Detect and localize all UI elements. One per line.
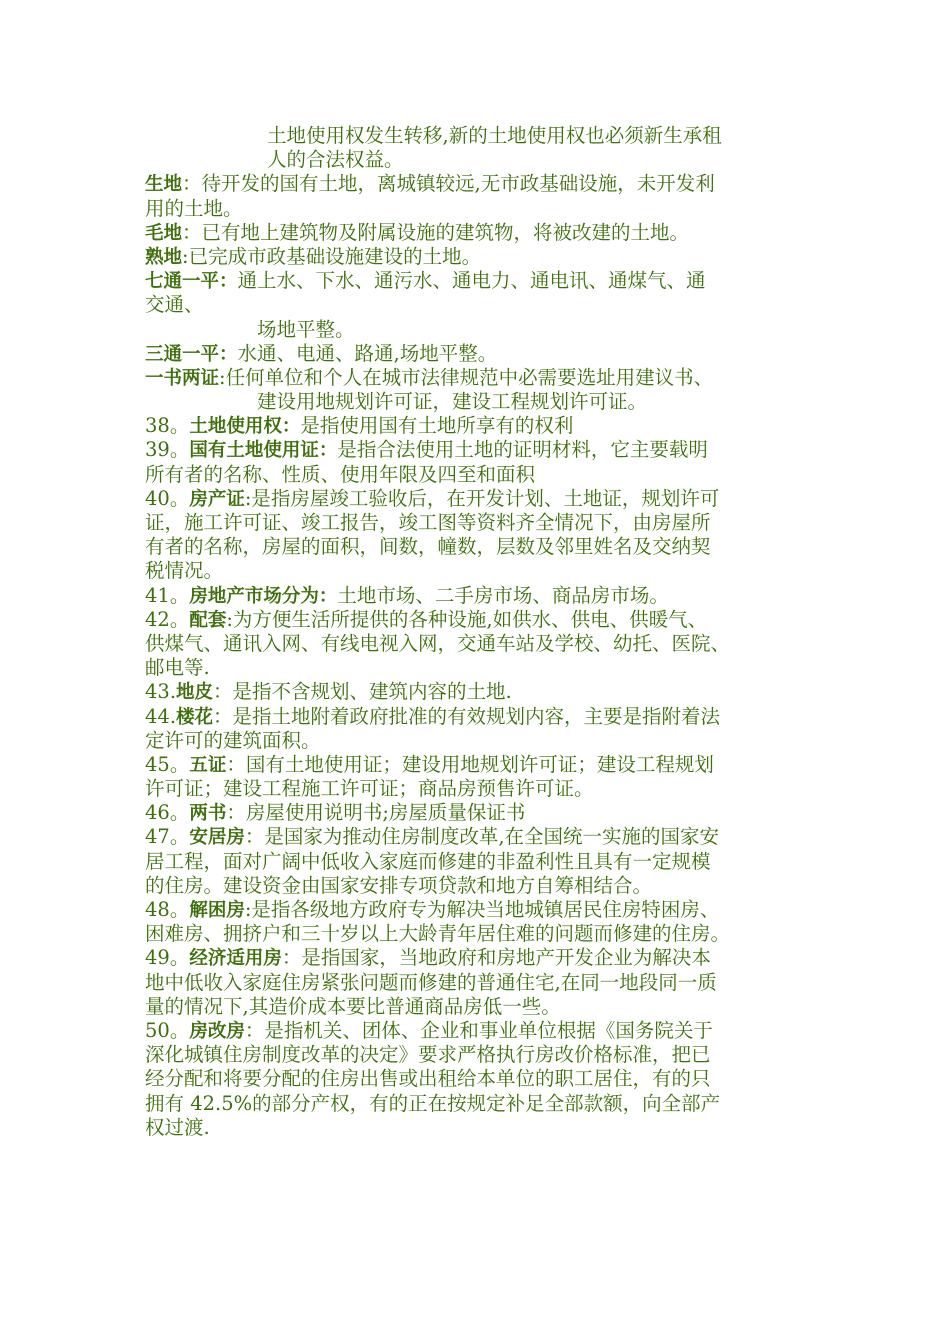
text-line [145,269,817,293]
line-text: ：已有地上建筑物及附属设施的建筑物，将被改建的土地。 [182,220,690,244]
item-number: 39。 [145,438,190,462]
line-text: 土地市场、二手房市场、商品房市场。 [337,583,669,607]
text-line [145,608,817,632]
line-text: 地中低收入家庭住房紧张问题而修建的普通住宅,在同一地段同一质 [145,970,717,994]
document-body [145,124,817,1140]
item-number: 46。 [145,801,190,825]
text-line [145,535,817,559]
term-label: 熟地 [145,246,183,268]
text-line [145,487,817,511]
line-text: :已完成市政基础设施建设的土地。 [182,244,482,268]
line-text: 居工程，面对广阔中低收入家庭而修建的非盈利性且具有一定规模 [145,849,711,873]
text-line [145,342,817,366]
text-line [145,318,817,342]
line-text: 税情况。 [145,559,224,583]
term-label: 解困房 [189,900,245,921]
text-line [145,922,817,946]
item-number: 43. [145,680,177,704]
item-number: 47。 [145,825,190,849]
text-line [145,1092,817,1116]
line-text: 用的土地。 [145,196,243,220]
line-text: :是指房屋竣工验收后，在开发计划、土地证，规划许可 [244,486,720,510]
item-number: 40。 [145,486,190,510]
term-label: 房改房 [189,1020,245,1042]
line-text: 通上水、下水、通污水、通电力、通电讯、通煤气、通 [237,269,706,293]
line-text: 经分配和将要分配的住房出售或出租给本单位的职工居住，有的只 [145,1067,711,1091]
text-line [145,390,817,414]
text-line [145,293,817,317]
text-line [145,801,817,825]
item-number: 38。 [145,414,190,438]
text-line [145,221,817,245]
item-number: 41。 [145,583,190,607]
text-line [145,1043,817,1067]
term-label: 地皮 [176,682,214,704]
line-text: ：是指国家，当地政府和房地产开发企业为解决本 [281,946,711,970]
line-text: 土地使用权发生转移,新的土地使用权也必须新生承租 [267,124,722,147]
text-line [145,850,817,874]
term-label: 房地产市场分为： [189,585,338,607]
line-text: 拥有 42.5%的部分产权，有的正在按规定补足全部款额，向全部产 [145,1091,721,1115]
line-text: ：是国家为推动住房制度改革,在全国统一实施的国家安 [244,825,720,849]
text-line [145,172,817,196]
text-line [145,463,817,487]
line-text: 是指合法使用土地的证明材料，它主要载明 [337,438,708,462]
text-line [145,197,817,221]
text-line [145,1116,817,1140]
item-number: 45。 [145,752,190,776]
text-line [145,680,817,704]
line-text: 水通、电通、路通,场地平整。 [237,341,498,365]
line-text: 深化城镇住房制度改革的决定》要求严格执行房改价格标准，把已 [145,1043,711,1067]
term-label: 一书两证 [145,367,220,389]
line-text: ：国有土地使用证；建设用地规划许可证；建设工程规划 [226,752,714,776]
line-text: :是指各级地方政府专为解决当地城镇居民住房特困房、 [244,898,720,921]
text-line [145,971,817,995]
line-text: ：待开发的国有土地，离城镇较远,无市政基础设施，未开发利 [182,172,715,196]
line-text: ：是指机关、团体、企业和事业单位根据《国务院关于 [244,1018,713,1042]
item-number: 44. [145,704,177,728]
line-text: 建设用地规划许可证，建设工程规划许可证。 [257,390,648,414]
line-text: 的住房。建设资金由国家安排专项贷款和地方自筹相结合。 [145,873,653,897]
text-line [145,777,817,801]
term-label: 生地 [145,174,183,196]
line-text: 是指使用国有土地所享有的权利 [300,414,574,438]
item-number: 42。 [145,607,190,631]
text-line [145,753,817,777]
line-text: 所有者的名称、性质、使用年限及四至和面积 [145,462,536,486]
term-label: 三通一平： [145,343,238,365]
term-label: 经济适用房 [189,948,282,970]
text-line [145,511,817,535]
text-line [145,705,817,729]
line-text: 供煤气、通讯入网、有线电视入网，交通车站及学校、幼托、医院、 [145,631,731,655]
line-text: 交通、 [145,293,204,317]
item-number: 50。 [145,1018,190,1042]
text-line [145,1067,817,1091]
text-line [145,729,817,753]
text-line [145,656,817,680]
line-text: ：房屋使用说明书;房屋质量保证书 [226,801,526,825]
text-line [145,124,817,148]
line-text: 有者的名称，房屋的面积，间数，幢数，层数及邻里姓名及交纳契 [145,535,711,559]
text-line [145,632,817,656]
text-line [145,148,817,172]
line-text: 邮电等. [145,656,210,680]
term-label: 七通一平： [145,271,238,293]
text-line [145,874,817,898]
text-line [145,946,817,970]
line-text: 权过渡. [145,1115,210,1139]
line-text: 证，施工许可证、竣工报告，竣工图等资料齐全情况下，由房屋所 [145,511,711,534]
text-line [145,584,817,608]
term-label: 楼花 [176,706,214,728]
term-label: 毛地 [145,222,183,244]
text-line [145,825,817,849]
text-line [145,414,817,438]
text-line [145,366,817,390]
term-label: 国有土地使用证： [189,440,338,462]
line-text: 许可证；建设工程施工许可证；商品房预售许可证。 [145,777,594,801]
item-number: 48。 [145,898,190,921]
term-label: 安居房 [189,827,245,849]
line-text: :为方便生活所提供的各种设施,如供水、供电、供暖气、 [226,607,708,631]
text-line [145,1019,817,1043]
text-line [145,995,817,1019]
term-label: 土地使用权： [189,416,301,438]
term-label: 五证 [189,754,227,776]
text-line [145,245,817,269]
line-text: :任何单位和个人在城市法律规范中必需要选址用建议书、 [219,365,714,389]
line-text: 定许可的建筑面积。 [145,728,321,752]
text-line [145,438,817,462]
line-text: 量的情况下,其造价成本要比普通商品房低一些。 [145,994,561,1018]
term-label: 房产证 [189,488,245,510]
line-text: ：是指不含规划、建筑内容的土地. [213,680,512,704]
term-label: 两书 [189,803,227,825]
text-line [145,898,817,922]
text-line [145,559,817,583]
line-text: 场地平整。 [257,317,355,341]
line-text: ：是指土地附着政府批准的有效规划内容，主要是指附着法 [213,704,721,728]
term-label: 配套 [189,609,227,631]
line-text: 困难房、拥挤户和三十岁以上大龄青年居住难的问题而修建的住房。 [145,922,731,946]
item-number: 49。 [145,946,190,970]
line-text: 人的合法权益。 [267,148,404,172]
